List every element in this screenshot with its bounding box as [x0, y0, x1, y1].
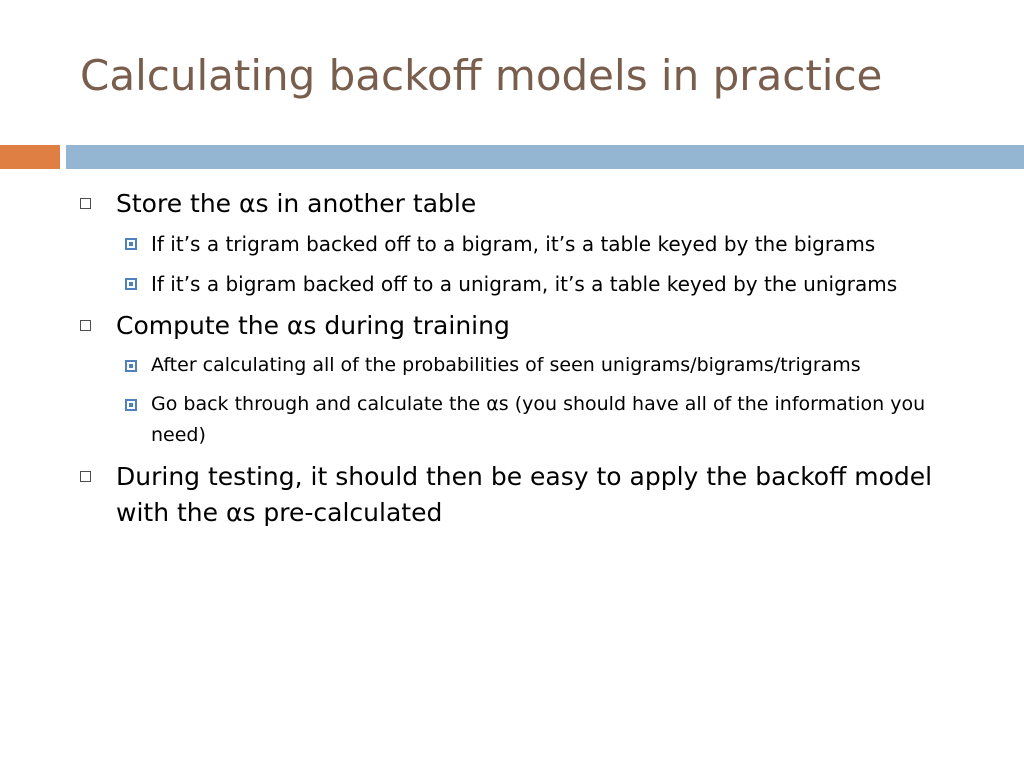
- sub-bullet-item: [116, 350, 980, 381]
- sub-bullet-text: If it’s a trigram backed off to a bigram, it’s a table keyed by the bigrams: [151, 232, 876, 256]
- sub-bullet-text: If it’s a bigram backed off to a unigram, it’s a table keyed by the unigrams: [151, 272, 898, 296]
- sub-bullet-list: [80, 350, 980, 451]
- filled-square-bullet-icon: [125, 238, 137, 250]
- filled-square-bullet-icon: [125, 399, 137, 411]
- sub-bullet-item: [116, 268, 980, 300]
- bullet-list: [80, 186, 980, 537]
- square-bullet-icon: [80, 471, 91, 482]
- sub-bullet-item: [116, 228, 980, 260]
- accent-bar-blue: [66, 145, 1024, 169]
- bullet-item: [80, 308, 980, 344]
- square-bullet-icon: [80, 320, 91, 331]
- sub-bullet-text: Go back through and calculate the αs (you should have all of the information you need): [151, 393, 926, 446]
- sub-bullet-item: [116, 389, 980, 451]
- sub-bullet-list: [80, 228, 980, 300]
- filled-square-bullet-icon: [125, 278, 137, 290]
- square-bullet-icon: [80, 198, 91, 209]
- slide-title: Calculating backoff models in practice: [80, 51, 883, 100]
- bullet-text: Compute the αs during training: [116, 311, 510, 340]
- filled-square-bullet-icon: [125, 360, 137, 372]
- bullet-item: [80, 459, 980, 531]
- bullet-text: During testing, it should then be easy to apply the backoff model with the αs pre-calculated: [116, 462, 933, 527]
- bullet-text: Store the αs in another table: [116, 189, 477, 218]
- bullet-item: [80, 186, 980, 222]
- sub-bullet-text: After calculating all of the probabilities of seen unigrams/bigrams/trigrams: [151, 354, 861, 376]
- accent-bar-orange: [0, 145, 60, 169]
